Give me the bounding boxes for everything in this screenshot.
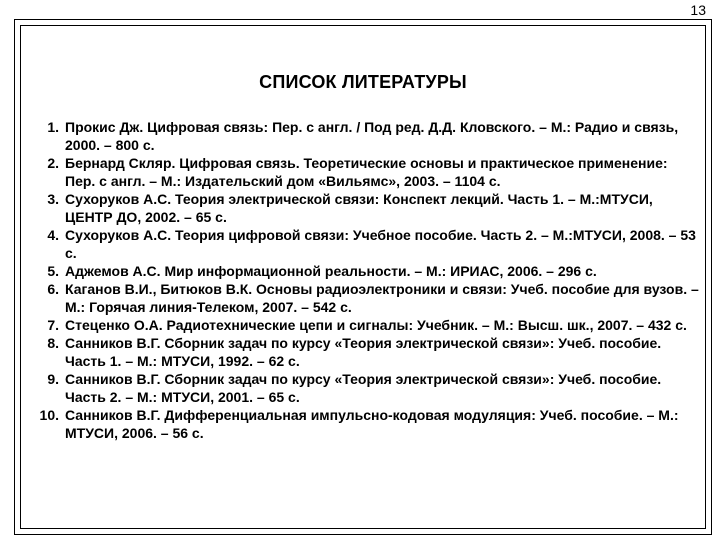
reference-number: 7. [47,317,59,333]
reference-number: 5. [47,263,59,279]
reference-number: 10. [39,407,59,423]
reference-text: Каганов В.И., Битюков В.К. Основы радиоэлектроники и связи: Учеб. пособие для вузов. – М.: Горячая линия-Телеком, 2007. – 542 с. [65,281,699,315]
list-item [21,316,711,334]
reference-text: Бернард Скляр. Цифровая связь. Теоретические основы и практическое применение: Пер. с англ. – М.: Издательский дом «Вильямс», 2003. – 1104 с. [65,155,668,189]
list-item [21,118,711,154]
reference-number: 8. [47,335,59,351]
reference-text: Санников В.Г. Дифференциальная импульсно-кодовая модуляция: Учеб. пособие. – М.: МТУСИ, 2006. – 56 с. [65,407,679,441]
list-item [21,280,711,316]
list-item [21,190,711,226]
reference-number: 1. [47,119,59,135]
reference-number: 3. [47,191,59,207]
page-number: 13 [690,2,706,18]
reference-text: Сухоруков А.С. Теория цифровой связи: Учебное пособие. Часть 2. – М.:МТУСИ, 2008. – 53 с. [65,227,696,261]
reference-text: Санников В.Г. Сборник задач по курсу «Теория электрической связи»: Учеб. пособие. Часть 1. – М.: МТУСИ, 1992. – 62 с. [65,335,662,369]
reference-text: Аджемов А.С. Мир информационной реальности. – М.: ИРИАС, 2006. – 296 с. [65,263,597,279]
reference-list [21,118,711,442]
list-item [21,226,711,262]
reference-text: Сухоруков А.С. Теория электрической связи: Конспект лекций. Часть 1. – М.:МТУСИ, ЦЕНТР ДО, 2002. – 65 с. [65,191,653,225]
reference-number: 4. [47,227,59,243]
list-item [21,154,711,190]
reference-text: Санников В.Г. Сборник задач по курсу «Теория электрической связи»: Учеб. пособие. Часть 2. – М.: МТУСИ, 2001. – 65 с. [65,371,662,405]
reference-text: Прокис Дж. Цифровая связь: Пер. с англ. / Под ред. Д.Д. Кловского. – М.: Радио и связь, 2000. – 800 с. [65,119,679,153]
reference-number: 2. [47,155,59,171]
slide-frame [14,19,712,535]
list-item [21,262,711,280]
reference-text: Стеценко О.А. Радиотехнические цепи и сигналы: Учебник. – М.: Высш. шк., 2007. – 432 с. [65,317,687,333]
list-item [21,334,711,370]
reference-number: 6. [47,281,59,297]
list-item [21,406,711,442]
list-item [21,370,711,406]
slide-inner-frame [20,25,706,529]
page-title: СПИСОК ЛИТЕРАТУРЫ [259,72,467,92]
reference-number: 9. [47,371,59,387]
